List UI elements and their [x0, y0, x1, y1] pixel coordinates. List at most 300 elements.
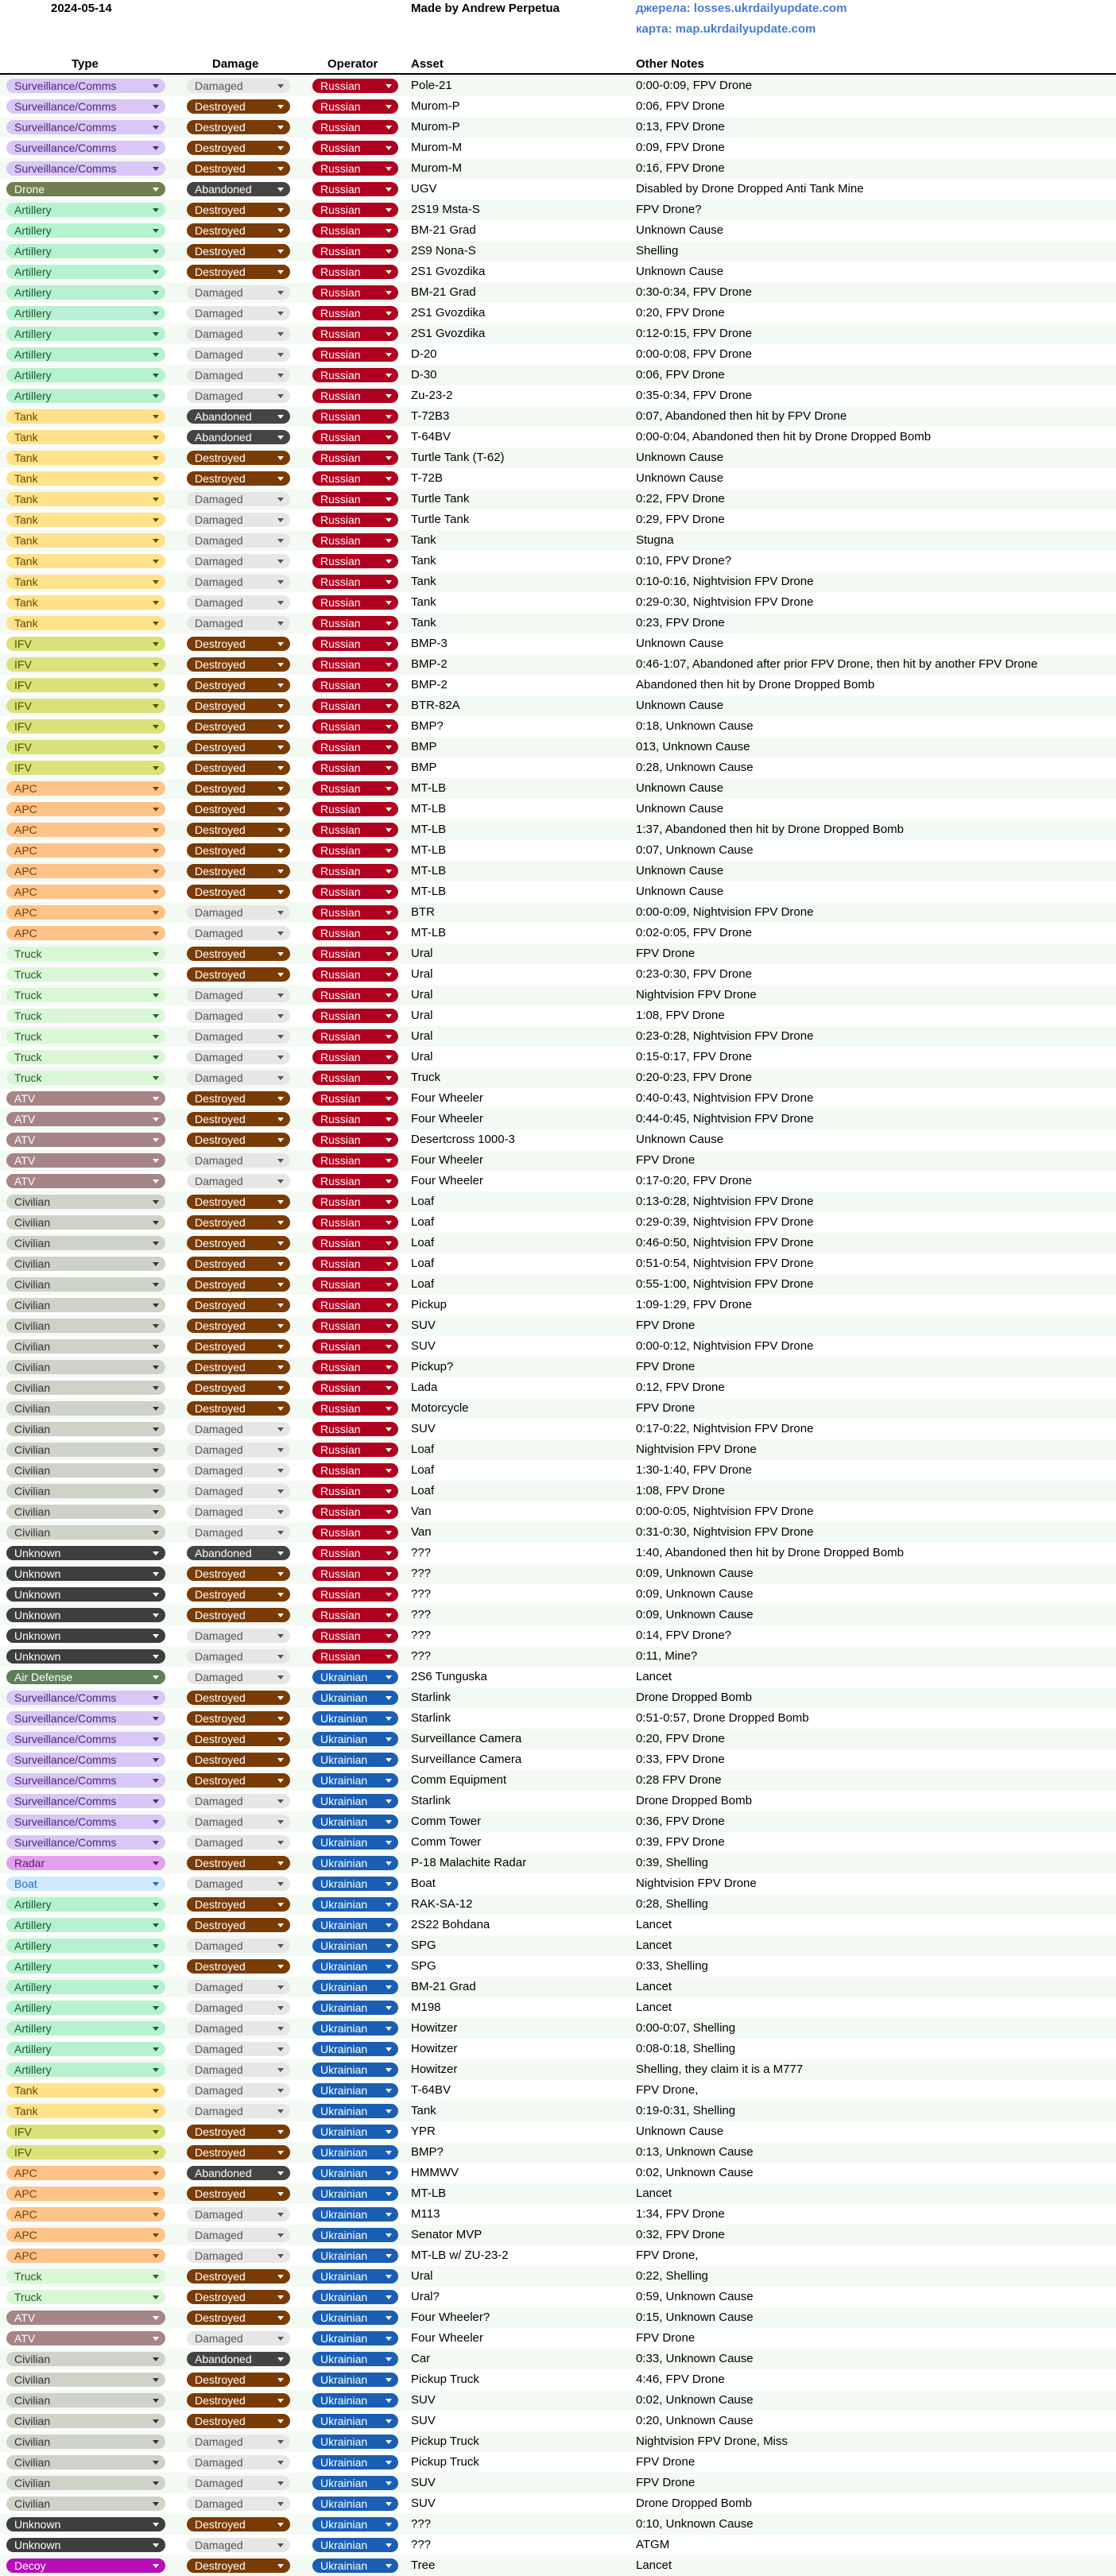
type-dropdown[interactable] — [6, 1567, 165, 1581]
type-dropdown[interactable] — [6, 2042, 165, 2056]
type-dropdown[interactable] — [6, 2455, 165, 2469]
type-dropdown[interactable] — [6, 327, 165, 341]
type-dropdown[interactable] — [6, 1959, 165, 1974]
operator-dropdown[interactable] — [312, 327, 398, 341]
damage-dropdown[interactable] — [187, 1215, 290, 1230]
operator-dropdown[interactable] — [312, 409, 398, 424]
type-dropdown[interactable] — [6, 1753, 165, 1767]
type-dropdown[interactable] — [6, 554, 165, 568]
operator-dropdown[interactable] — [312, 2249, 398, 2263]
type-dropdown[interactable] — [6, 1360, 165, 1374]
damage-dropdown[interactable] — [187, 885, 290, 899]
type-dropdown[interactable] — [6, 492, 165, 506]
damage-dropdown[interactable] — [187, 1277, 290, 1292]
operator-dropdown[interactable] — [312, 864, 398, 878]
type-dropdown[interactable] — [6, 1091, 165, 1106]
type-dropdown[interactable] — [6, 79, 165, 93]
damage-dropdown[interactable] — [187, 368, 290, 382]
type-dropdown[interactable] — [6, 1897, 165, 1912]
type-dropdown[interactable] — [6, 161, 165, 176]
type-dropdown[interactable] — [6, 885, 165, 899]
damage-dropdown[interactable] — [187, 533, 290, 548]
type-dropdown[interactable] — [6, 2269, 165, 2284]
type-dropdown[interactable] — [6, 1153, 165, 1168]
type-dropdown[interactable] — [6, 1319, 165, 1333]
damage-dropdown[interactable] — [187, 1670, 290, 1684]
damage-dropdown[interactable] — [187, 1505, 290, 1519]
operator-dropdown[interactable] — [312, 1629, 398, 1643]
damage-dropdown[interactable] — [187, 2331, 290, 2346]
operator-dropdown[interactable] — [312, 885, 398, 899]
operator-dropdown[interactable] — [312, 1401, 398, 1416]
damage-dropdown[interactable] — [187, 347, 290, 362]
type-dropdown[interactable] — [6, 1463, 165, 1478]
damage-dropdown[interactable] — [187, 1153, 290, 1168]
damage-dropdown[interactable] — [187, 1753, 290, 1767]
type-dropdown[interactable] — [6, 657, 165, 672]
damage-dropdown[interactable] — [187, 2476, 290, 2490]
damage-dropdown[interactable] — [187, 327, 290, 341]
operator-dropdown[interactable] — [312, 79, 398, 93]
damage-dropdown[interactable] — [187, 1856, 290, 1870]
damage-dropdown[interactable] — [187, 1918, 290, 1932]
operator-dropdown[interactable] — [312, 2207, 398, 2222]
operator-dropdown[interactable] — [312, 1463, 398, 1478]
type-dropdown[interactable] — [6, 2125, 165, 2139]
type-dropdown[interactable] — [6, 1298, 165, 1312]
type-dropdown[interactable] — [6, 1649, 165, 1664]
damage-dropdown[interactable] — [187, 1794, 290, 1808]
type-dropdown[interactable] — [6, 182, 165, 196]
damage-dropdown[interactable] — [187, 2166, 290, 2180]
type-dropdown[interactable] — [6, 1071, 165, 1085]
operator-dropdown[interactable] — [312, 1815, 398, 1829]
damage-dropdown[interactable] — [187, 1195, 290, 1209]
type-dropdown[interactable] — [6, 2352, 165, 2366]
operator-dropdown[interactable] — [312, 843, 398, 858]
damage-dropdown[interactable] — [187, 905, 290, 920]
operator-dropdown[interactable] — [312, 1484, 398, 1498]
damage-dropdown[interactable] — [187, 802, 290, 816]
type-dropdown[interactable] — [6, 616, 165, 630]
type-dropdown[interactable] — [6, 265, 165, 279]
type-dropdown[interactable] — [6, 2187, 165, 2201]
operator-dropdown[interactable] — [312, 1980, 398, 1994]
type-dropdown[interactable] — [6, 99, 165, 114]
operator-dropdown[interactable] — [312, 2538, 398, 2552]
operator-dropdown[interactable] — [312, 2166, 398, 2180]
damage-dropdown[interactable] — [187, 1133, 290, 1147]
damage-dropdown[interactable] — [187, 2455, 290, 2469]
operator-dropdown[interactable] — [312, 637, 398, 651]
operator-dropdown[interactable] — [312, 2125, 398, 2139]
type-dropdown[interactable] — [6, 1939, 165, 1953]
operator-dropdown[interactable] — [312, 513, 398, 527]
damage-dropdown[interactable] — [187, 1463, 290, 1478]
operator-dropdown[interactable] — [312, 306, 398, 320]
type-dropdown[interactable] — [6, 368, 165, 382]
damage-dropdown[interactable] — [187, 2083, 290, 2098]
damage-dropdown[interactable] — [187, 2228, 290, 2242]
operator-dropdown[interactable] — [312, 492, 398, 506]
type-dropdown[interactable] — [6, 306, 165, 320]
operator-dropdown[interactable] — [312, 368, 398, 382]
operator-dropdown[interactable] — [312, 2269, 398, 2284]
damage-dropdown[interactable] — [187, 1112, 290, 1126]
type-dropdown[interactable] — [6, 1918, 165, 1932]
map-link[interactable]: карта: map.ukrdailyupdate.com — [636, 22, 816, 36]
damage-dropdown[interactable] — [187, 1071, 290, 1085]
damage-dropdown[interactable] — [187, 120, 290, 134]
type-dropdown[interactable] — [6, 2290, 165, 2304]
operator-dropdown[interactable] — [312, 1918, 398, 1932]
damage-dropdown[interactable] — [187, 2393, 290, 2407]
operator-dropdown[interactable] — [312, 1319, 398, 1333]
type-dropdown[interactable] — [6, 2228, 165, 2242]
operator-dropdown[interactable] — [312, 575, 398, 589]
damage-dropdown[interactable] — [187, 265, 290, 279]
operator-dropdown[interactable] — [312, 141, 398, 155]
damage-dropdown[interactable] — [187, 1959, 290, 1974]
type-dropdown[interactable] — [6, 1732, 165, 1746]
damage-dropdown[interactable] — [187, 182, 290, 196]
operator-dropdown[interactable] — [312, 1091, 398, 1106]
damage-dropdown[interactable] — [187, 2559, 290, 2573]
damage-dropdown[interactable] — [187, 79, 290, 93]
damage-dropdown[interactable] — [187, 1360, 290, 1374]
damage-dropdown[interactable] — [187, 1029, 290, 1044]
operator-dropdown[interactable] — [312, 2187, 398, 2201]
damage-dropdown[interactable] — [187, 1381, 290, 1395]
type-dropdown[interactable] — [6, 1195, 165, 1209]
damage-dropdown[interactable] — [187, 1091, 290, 1106]
operator-dropdown[interactable] — [312, 595, 398, 610]
operator-dropdown[interactable] — [312, 1071, 398, 1085]
operator-dropdown[interactable] — [312, 1794, 398, 1808]
operator-dropdown[interactable] — [312, 285, 398, 300]
type-dropdown[interactable] — [6, 843, 165, 858]
damage-dropdown[interactable] — [187, 492, 290, 506]
type-dropdown[interactable] — [6, 1381, 165, 1395]
type-dropdown[interactable] — [6, 2538, 165, 2552]
damage-dropdown[interactable] — [187, 864, 290, 878]
operator-dropdown[interactable] — [312, 719, 398, 734]
operator-dropdown[interactable] — [312, 1195, 398, 1209]
damage-dropdown[interactable] — [187, 1050, 290, 1064]
damage-dropdown[interactable] — [187, 306, 290, 320]
type-dropdown[interactable] — [6, 1629, 165, 1643]
operator-dropdown[interactable] — [312, 1670, 398, 1684]
operator-dropdown[interactable] — [312, 1525, 398, 1540]
operator-dropdown[interactable] — [312, 1691, 398, 1705]
damage-dropdown[interactable] — [187, 1009, 290, 1023]
operator-dropdown[interactable] — [312, 1856, 398, 1870]
type-dropdown[interactable] — [6, 1257, 165, 1271]
operator-dropdown[interactable] — [312, 265, 398, 279]
damage-dropdown[interactable] — [187, 2021, 290, 2036]
damage-dropdown[interactable] — [187, 1174, 290, 1188]
damage-dropdown[interactable] — [187, 1422, 290, 1436]
operator-dropdown[interactable] — [312, 1174, 398, 1188]
damage-dropdown[interactable] — [187, 2104, 290, 2118]
operator-dropdown[interactable] — [312, 203, 398, 217]
type-dropdown[interactable] — [6, 1174, 165, 1188]
damage-dropdown[interactable] — [187, 451, 290, 465]
type-dropdown[interactable] — [6, 1277, 165, 1292]
type-dropdown[interactable] — [6, 699, 165, 713]
operator-dropdown[interactable] — [312, 471, 398, 486]
type-dropdown[interactable] — [6, 1691, 165, 1705]
type-dropdown[interactable] — [6, 1505, 165, 1519]
damage-dropdown[interactable] — [187, 1339, 290, 1354]
damage-dropdown[interactable] — [187, 99, 290, 114]
type-dropdown[interactable] — [6, 244, 165, 258]
damage-dropdown[interactable] — [187, 1236, 290, 1250]
operator-dropdown[interactable] — [312, 1753, 398, 1767]
operator-dropdown[interactable] — [312, 2373, 398, 2387]
type-dropdown[interactable] — [6, 389, 165, 403]
damage-dropdown[interactable] — [187, 616, 290, 630]
operator-dropdown[interactable] — [312, 223, 398, 238]
operator-dropdown[interactable] — [312, 1236, 398, 1250]
damage-dropdown[interactable] — [187, 554, 290, 568]
damage-dropdown[interactable] — [187, 2207, 290, 2222]
type-dropdown[interactable] — [6, 2311, 165, 2325]
type-dropdown[interactable] — [6, 1608, 165, 1622]
damage-dropdown[interactable] — [187, 657, 290, 672]
damage-dropdown[interactable] — [187, 2290, 290, 2304]
operator-dropdown[interactable] — [312, 2497, 398, 2511]
operator-dropdown[interactable] — [312, 1835, 398, 1850]
operator-dropdown[interactable] — [312, 2104, 398, 2118]
type-dropdown[interactable] — [6, 1877, 165, 1891]
damage-dropdown[interactable] — [187, 513, 290, 527]
damage-dropdown[interactable] — [187, 575, 290, 589]
damage-dropdown[interactable] — [187, 740, 290, 754]
damage-dropdown[interactable] — [187, 409, 290, 424]
type-dropdown[interactable] — [6, 409, 165, 424]
type-dropdown[interactable] — [6, 1236, 165, 1250]
operator-dropdown[interactable] — [312, 947, 398, 961]
operator-dropdown[interactable] — [312, 2352, 398, 2366]
operator-dropdown[interactable] — [312, 2290, 398, 2304]
type-dropdown[interactable] — [6, 2517, 165, 2531]
damage-dropdown[interactable] — [187, 2373, 290, 2387]
operator-dropdown[interactable] — [312, 616, 398, 630]
type-dropdown[interactable] — [6, 2435, 165, 2449]
operator-dropdown[interactable] — [312, 1277, 398, 1292]
operator-dropdown[interactable] — [312, 740, 398, 754]
operator-dropdown[interactable] — [312, 802, 398, 816]
operator-dropdown[interactable] — [312, 389, 398, 403]
type-dropdown[interactable] — [6, 988, 165, 1002]
type-dropdown[interactable] — [6, 1525, 165, 1540]
damage-dropdown[interactable] — [187, 203, 290, 217]
damage-dropdown[interactable] — [187, 1939, 290, 1953]
type-dropdown[interactable] — [6, 347, 165, 362]
type-dropdown[interactable] — [6, 2001, 165, 2015]
operator-dropdown[interactable] — [312, 451, 398, 465]
operator-dropdown[interactable] — [312, 2476, 398, 2490]
operator-dropdown[interactable] — [312, 554, 398, 568]
operator-dropdown[interactable] — [312, 2435, 398, 2449]
type-dropdown[interactable] — [6, 1339, 165, 1354]
operator-dropdown[interactable] — [312, 1877, 398, 1891]
damage-dropdown[interactable] — [187, 719, 290, 734]
type-dropdown[interactable] — [6, 2476, 165, 2490]
operator-dropdown[interactable] — [312, 2393, 398, 2407]
operator-dropdown[interactable] — [312, 1649, 398, 1664]
damage-dropdown[interactable] — [187, 2414, 290, 2428]
operator-dropdown[interactable] — [312, 533, 398, 548]
type-dropdown[interactable] — [6, 947, 165, 961]
type-dropdown[interactable] — [6, 905, 165, 920]
damage-dropdown[interactable] — [187, 141, 290, 155]
type-dropdown[interactable] — [6, 141, 165, 155]
damage-dropdown[interactable] — [187, 2269, 290, 2284]
operator-dropdown[interactable] — [312, 1153, 398, 1168]
damage-dropdown[interactable] — [187, 1546, 290, 1560]
type-dropdown[interactable] — [6, 781, 165, 796]
damage-dropdown[interactable] — [187, 988, 290, 1002]
operator-dropdown[interactable] — [312, 161, 398, 176]
operator-dropdown[interactable] — [312, 120, 398, 134]
damage-dropdown[interactable] — [187, 161, 290, 176]
operator-dropdown[interactable] — [312, 2001, 398, 2015]
operator-dropdown[interactable] — [312, 2083, 398, 2098]
type-dropdown[interactable] — [6, 1484, 165, 1498]
type-dropdown[interactable] — [6, 864, 165, 878]
operator-dropdown[interactable] — [312, 1939, 398, 1953]
type-dropdown[interactable] — [6, 223, 165, 238]
type-dropdown[interactable] — [6, 802, 165, 816]
operator-dropdown[interactable] — [312, 761, 398, 775]
type-dropdown[interactable] — [6, 513, 165, 527]
damage-dropdown[interactable] — [187, 2042, 290, 2056]
damage-dropdown[interactable] — [187, 1608, 290, 1622]
type-dropdown[interactable] — [6, 1029, 165, 1044]
type-dropdown[interactable] — [6, 1009, 165, 1023]
operator-dropdown[interactable] — [312, 1587, 398, 1602]
operator-dropdown[interactable] — [312, 99, 398, 114]
operator-dropdown[interactable] — [312, 2042, 398, 2056]
damage-dropdown[interactable] — [187, 823, 290, 837]
damage-dropdown[interactable] — [187, 1401, 290, 1416]
operator-dropdown[interactable] — [312, 1112, 398, 1126]
operator-dropdown[interactable] — [312, 1381, 398, 1395]
operator-dropdown[interactable] — [312, 657, 398, 672]
operator-dropdown[interactable] — [312, 1567, 398, 1581]
type-dropdown[interactable] — [6, 1794, 165, 1808]
damage-dropdown[interactable] — [187, 430, 290, 444]
type-dropdown[interactable] — [6, 1815, 165, 1829]
type-dropdown[interactable] — [6, 1133, 165, 1147]
operator-dropdown[interactable] — [312, 699, 398, 713]
type-dropdown[interactable] — [6, 1050, 165, 1064]
damage-dropdown[interactable] — [187, 1815, 290, 1829]
operator-dropdown[interactable] — [312, 2145, 398, 2160]
damage-dropdown[interactable] — [187, 244, 290, 258]
operator-dropdown[interactable] — [312, 2311, 398, 2325]
damage-dropdown[interactable] — [187, 389, 290, 403]
damage-dropdown[interactable] — [187, 1691, 290, 1705]
operator-dropdown[interactable] — [312, 967, 398, 982]
damage-dropdown[interactable] — [187, 2311, 290, 2325]
damage-dropdown[interactable] — [187, 1897, 290, 1912]
operator-dropdown[interactable] — [312, 182, 398, 196]
type-dropdown[interactable] — [6, 430, 165, 444]
type-dropdown[interactable] — [6, 1215, 165, 1230]
damage-dropdown[interactable] — [187, 2249, 290, 2263]
damage-dropdown[interactable] — [187, 947, 290, 961]
type-dropdown[interactable] — [6, 451, 165, 465]
operator-dropdown[interactable] — [312, 1732, 398, 1746]
damage-dropdown[interactable] — [187, 637, 290, 651]
damage-dropdown[interactable] — [187, 1877, 290, 1891]
operator-dropdown[interactable] — [312, 1505, 398, 1519]
damage-dropdown[interactable] — [187, 1629, 290, 1643]
damage-dropdown[interactable] — [187, 926, 290, 940]
type-dropdown[interactable] — [6, 967, 165, 982]
operator-dropdown[interactable] — [312, 988, 398, 1002]
damage-dropdown[interactable] — [187, 595, 290, 610]
type-dropdown[interactable] — [6, 2083, 165, 2098]
damage-dropdown[interactable] — [187, 1711, 290, 1726]
damage-dropdown[interactable] — [187, 1567, 290, 1581]
operator-dropdown[interactable] — [312, 347, 398, 362]
damage-dropdown[interactable] — [187, 1319, 290, 1333]
operator-dropdown[interactable] — [312, 244, 398, 258]
type-dropdown[interactable] — [6, 740, 165, 754]
type-dropdown[interactable] — [6, 637, 165, 651]
type-dropdown[interactable] — [6, 926, 165, 940]
type-dropdown[interactable] — [6, 595, 165, 610]
operator-dropdown[interactable] — [312, 1360, 398, 1374]
damage-dropdown[interactable] — [187, 2145, 290, 2160]
operator-dropdown[interactable] — [312, 926, 398, 940]
type-dropdown[interactable] — [6, 2063, 165, 2077]
operator-dropdown[interactable] — [312, 430, 398, 444]
type-dropdown[interactable] — [6, 2559, 165, 2573]
sources-link[interactable]: джерела: losses.ukrdailyupdate.com — [636, 2, 847, 15]
operator-dropdown[interactable] — [312, 1443, 398, 1457]
damage-dropdown[interactable] — [187, 678, 290, 692]
damage-dropdown[interactable] — [187, 471, 290, 486]
type-dropdown[interactable] — [6, 2166, 165, 2180]
operator-dropdown[interactable] — [312, 2063, 398, 2077]
type-dropdown[interactable] — [6, 719, 165, 734]
type-dropdown[interactable] — [6, 1670, 165, 1684]
operator-dropdown[interactable] — [312, 1257, 398, 1271]
operator-dropdown[interactable] — [312, 2559, 398, 2573]
type-dropdown[interactable] — [6, 471, 165, 486]
damage-dropdown[interactable] — [187, 2538, 290, 2552]
operator-dropdown[interactable] — [312, 1133, 398, 1147]
operator-dropdown[interactable] — [312, 678, 398, 692]
operator-dropdown[interactable] — [312, 1546, 398, 1560]
damage-dropdown[interactable] — [187, 1525, 290, 1540]
damage-dropdown[interactable] — [187, 2435, 290, 2449]
damage-dropdown[interactable] — [187, 1587, 290, 1602]
operator-dropdown[interactable] — [312, 2414, 398, 2428]
damage-dropdown[interactable] — [187, 2125, 290, 2139]
type-dropdown[interactable] — [6, 1546, 165, 1560]
operator-dropdown[interactable] — [312, 1711, 398, 1726]
type-dropdown[interactable] — [6, 1443, 165, 1457]
type-dropdown[interactable] — [6, 1112, 165, 1126]
operator-dropdown[interactable] — [312, 2021, 398, 2036]
damage-dropdown[interactable] — [187, 2063, 290, 2077]
